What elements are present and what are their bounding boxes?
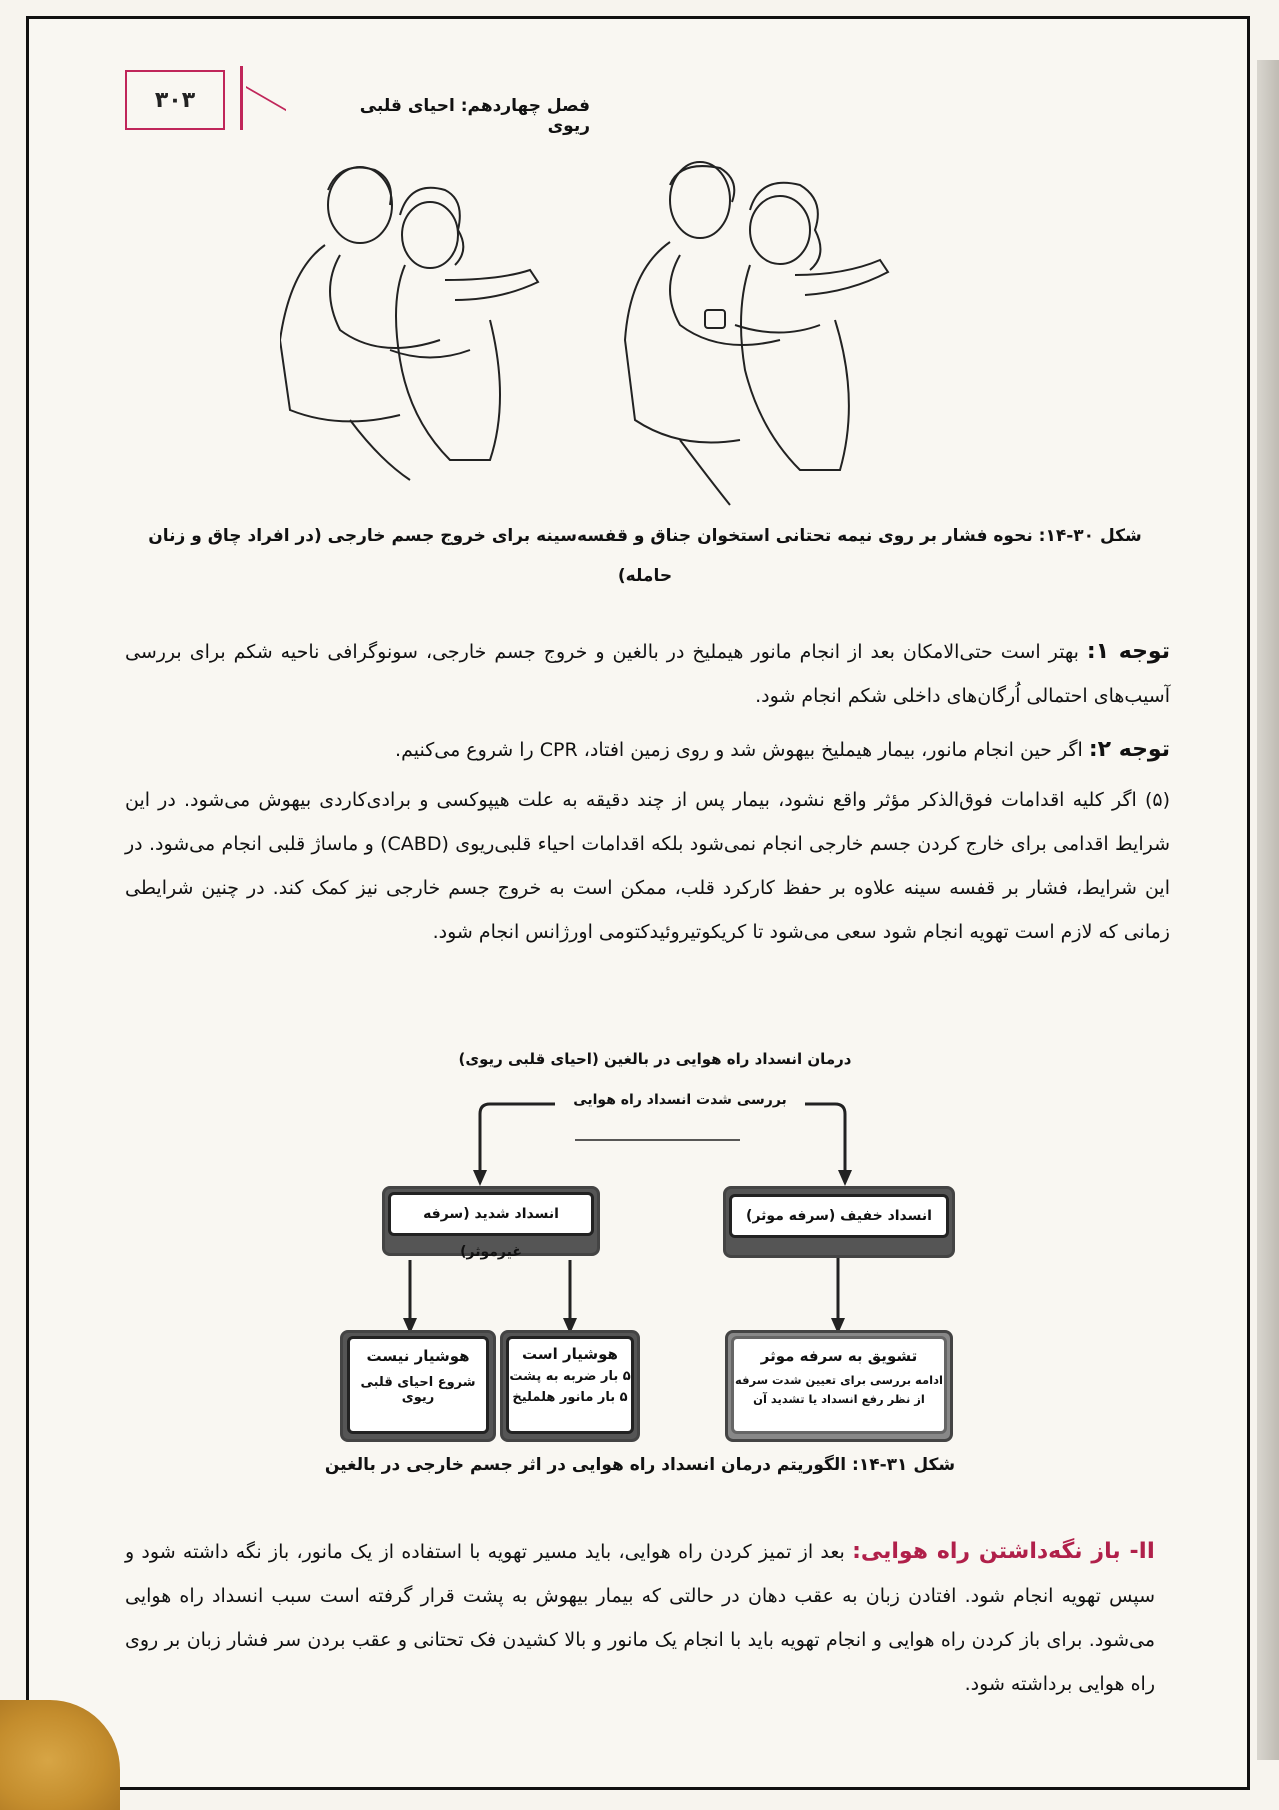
encourage-line-1: ادامه بررسی برای تعیین شدت سرفه xyxy=(735,1373,943,1387)
note-2 xyxy=(125,728,1170,772)
conscious-step-1: ۵ بار ضربه به پشت xyxy=(509,1369,631,1384)
item-5-paragraph: (۵) اگر کلیه اقدامات فوق‌الذکر مؤثر واقع نشود، بیمار پس از چند دقیقه به علت هیپوکسی و برادی‌کاردی بیهوش می‌شود. در این شرایط اقدامی برای خارج کردن جسم خارجی انجام نمی‌شود بلکه اقدامات احیاء قلبی‌ریوی (CABD) و ماساژ قلبی انجام می‌شود. در این شرایط، فشار بر قفسه سینه علاوه بر حفظ کارکرد قلب، ممکن است به خروج جسم خارجی نیز کمک کند. در چنین شرایطی زمانی که لازم است تهویه انجام شود سعی می‌شود تا کریکوتیروئیدکتومی اورژانس انجام شود. xyxy=(125,789,1171,943)
severe-obstruction-box: انسداد شدید (سرفه غیرموثر) xyxy=(388,1192,594,1236)
heimlich-illustration xyxy=(280,160,1000,510)
note-1-label: توجه ۱: xyxy=(1086,639,1170,664)
note-1-text: بهتر است حتی‌الامکان بعد از انجام مانور هیملیخ در بالغین و خروج جسم خارجی، سونوگرافی ناحیه شکم برای بررسی آسیب‌های احتمالی اُرگان‌های داخلی شکم انجام شود. xyxy=(125,641,1170,707)
section-2-paragraph xyxy=(125,1530,1155,1706)
unconscious-action: شروع احیای قلبی ریوی xyxy=(360,1375,476,1405)
left-figure-pair xyxy=(280,167,538,480)
section-2-text: بعد از تمیز کردن راه هوایی، باید مسیر تهویه با استفاده از یک مانور، باز نگه داشته شود و سپس تهویه انجام شود. افتادن زبان به عقب دهان در حالتی که بیمار بیهوش به پشت قرار گرفته است سبب انسداد راه هوایی می‌شود. برای باز کردن راه هوایی و انجام تهویه باید با انجام یک مانور و بالا کشیدن فک تحتانی و عقب بردن سر فشار زبان بر روی راه هوایی برداشته شود. xyxy=(125,1541,1155,1695)
encourage-cough-box xyxy=(731,1336,947,1434)
page-number: ۳۰۳ xyxy=(125,70,225,130)
flowchart-root: بررسی شدت انسداد راه هوایی xyxy=(573,1092,787,1108)
conscious-title: هوشیار است xyxy=(522,1345,618,1363)
right-figure-pair xyxy=(625,162,888,505)
unconscious-box xyxy=(347,1336,489,1434)
chapter-title: فصل چهاردهم: احیای قلبی ریوی xyxy=(359,96,590,136)
mild-obstruction-box: انسداد خفیف (سرفه موثر) xyxy=(729,1194,949,1238)
page-edge-shadow xyxy=(1257,60,1279,1760)
note-2-text: اگر حین انجام مانور، بیمار هیملیخ بیهوش شد و روی زمین افتاد، CPR را شروع می‌کنیم. xyxy=(395,739,1089,761)
encourage-title: تشویق به سرفه موثر xyxy=(760,1347,918,1365)
figure-30-caption-line2: حامله) xyxy=(617,566,673,586)
flowchart-title: درمان انسداد راه هوایی در بالغین (احیای قلبی ریوی) xyxy=(458,1050,852,1068)
encourage-line-2: از نظر رفع انسداد یا تشدید آن xyxy=(753,1392,925,1406)
header-divider xyxy=(240,66,243,130)
section-2-heading: II- باز نگه‌داشتن راه هوایی: xyxy=(852,1539,1155,1564)
conscious-box xyxy=(506,1336,634,1434)
note-2-label: توجه ۲: xyxy=(1088,737,1170,762)
figure-30-caption-line1: شکل ۳۰-۱۴: نحوه فشار بر روی نیمه تحتانی استخوان جناق و قفسه‌سینه برای خروج جسم خارجی (در افراد چاق و زنان xyxy=(148,526,1142,546)
unconscious-title: هوشیار نیست xyxy=(366,1347,470,1365)
note-1 xyxy=(125,630,1170,718)
conscious-step-2: ۵ بار مانور هلملیخ xyxy=(512,1390,628,1405)
figure-31-caption: شکل ۳۱-۱۴: الگوریتم درمان انسداد راه هوایی در اثر جسم خارجی در بالغین xyxy=(324,1455,956,1475)
